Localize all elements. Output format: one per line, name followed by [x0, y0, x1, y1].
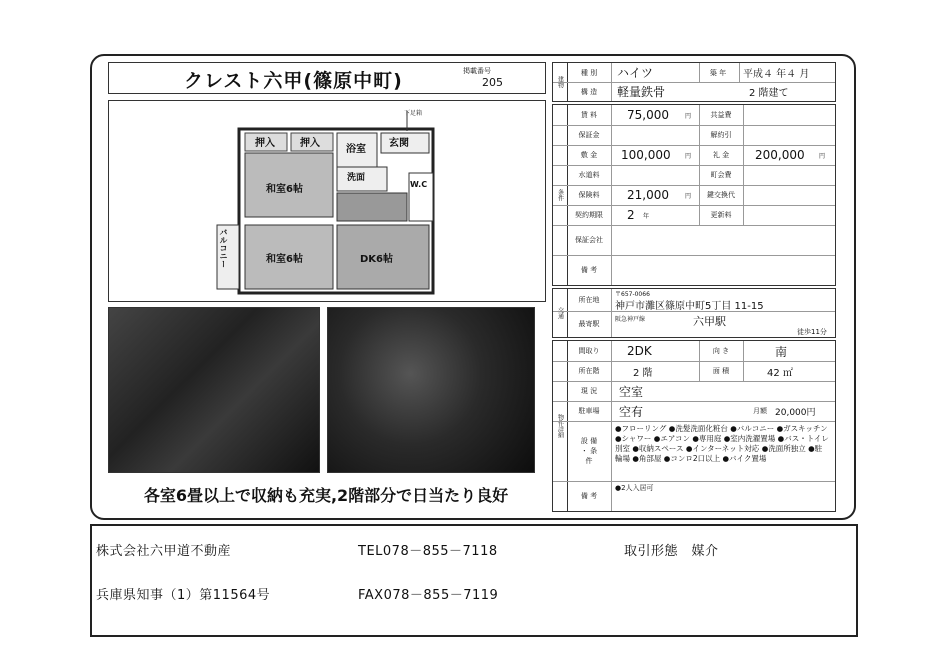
- structure-label: 構 造: [580, 87, 598, 96]
- kind-label: 種 別: [580, 68, 598, 77]
- rent-value: 75,000: [627, 108, 669, 122]
- insurance-label: 保険料: [578, 191, 600, 199]
- water-label: 水道料: [578, 171, 600, 179]
- shikikin-label: 敷 金: [580, 151, 598, 159]
- company-name: 株式会社六甲道不動産: [96, 544, 232, 559]
- detail-table: [552, 340, 836, 512]
- station-label: 最寄駅: [578, 320, 600, 328]
- room-oshiire-2: 押入: [300, 138, 320, 149]
- address-value: 神戸市灘区篠原中町5丁目 11-15: [615, 301, 764, 312]
- room-dk: DK6帖: [360, 254, 394, 265]
- side-detail: 物件詳細: [556, 414, 564, 438]
- common-label: 共益費: [710, 111, 732, 119]
- remarks-label: 備 考: [580, 266, 598, 274]
- insurance-yen: 円: [685, 192, 692, 200]
- room-washitsu-1: 和室6帖: [266, 184, 303, 195]
- walk-time: 徒歩11分: [797, 328, 827, 336]
- equipment-list: ●フローリング ●洗髪洗面化粧台 ●バルコニー ●ガスキッチン ●シャワー ●エアコン ●専用庭 ●室内洗濯置場 ●バス・トイレ別室 ●収納スペース ●インターネット対応 ●洗面所独立 ●駐輪場 ●角部屋 ●コンロ2口以上 ●バイク置場: [615, 424, 829, 463]
- insurance-value: 21,000: [627, 188, 669, 202]
- property-title: クレスト六甲(篠原中町): [184, 70, 403, 92]
- town-label: 町会費: [710, 171, 732, 179]
- room-entrance: 玄関: [389, 138, 409, 149]
- room-oshiire-1: 押入: [255, 138, 275, 149]
- built-label: 築 年: [709, 68, 727, 77]
- access-table: [552, 288, 836, 338]
- room-bath: 浴室: [346, 144, 366, 155]
- reikin-label: 礼 金: [712, 151, 730, 159]
- floors-value: 2 階建て: [749, 88, 789, 99]
- license-number: 兵庫県知事（1）第11564号: [96, 588, 271, 603]
- layout-label: 間取り: [578, 347, 600, 355]
- remarks2-value: ●2人入居可: [615, 484, 654, 492]
- room-washroom: 洗面: [347, 173, 366, 183]
- side-traffic: 交通: [556, 307, 564, 319]
- parking-value: 空有: [619, 404, 644, 419]
- status-label: 現 況: [580, 387, 598, 395]
- contract-label: 契約期限: [575, 211, 603, 219]
- deposit-label: 保証金: [578, 131, 600, 139]
- fax-number: FAX078－855－7119: [358, 588, 499, 603]
- station-value: 六甲駅: [693, 315, 726, 328]
- area-value: 42 ㎡: [767, 367, 793, 379]
- contract-unit: 年: [643, 212, 650, 220]
- reikin-value: 200,000: [755, 148, 805, 162]
- floor-value: 2 階: [633, 367, 653, 379]
- contract-value: 2: [627, 208, 635, 222]
- postal-code: 〒657-0066: [615, 291, 650, 298]
- reg-number: 205: [482, 76, 503, 89]
- layout-value: 2DK: [627, 344, 652, 358]
- structure-value: 軽量鉄骨: [617, 85, 666, 99]
- room-balcony: バルコニー: [219, 228, 228, 268]
- status-value: 空室: [619, 384, 644, 399]
- built-value: 平成４ 年４ 月: [743, 69, 810, 80]
- shikikin-yen: 円: [685, 152, 692, 160]
- rent-yen: 円: [685, 112, 692, 120]
- train-line: 阪急神戸線: [615, 316, 646, 323]
- shoe-box-label: 下足箱: [404, 110, 423, 117]
- area-label: 面 積: [712, 367, 730, 375]
- side-terms: 条件: [556, 189, 564, 201]
- equip-label: 設 備 ・ 条 件: [580, 437, 598, 465]
- rent-label: 賃 料: [580, 111, 598, 119]
- deal-type: 取引形態 媒介: [624, 544, 719, 559]
- parking-fee: 20,000円: [775, 407, 816, 418]
- terms-table: [552, 104, 836, 286]
- room-wc: W.C: [410, 180, 428, 189]
- floorplan-box: [108, 100, 546, 302]
- reg-label: 掲載番号: [463, 67, 491, 75]
- guarantor-label: 保証会社: [575, 236, 603, 244]
- reikin-yen: 円: [819, 152, 826, 160]
- remarks2-label: 備 考: [580, 492, 598, 500]
- renew-label: 更新料: [710, 211, 732, 219]
- floor-label: 所在階: [578, 367, 600, 375]
- floorplan-drawing: [109, 101, 545, 301]
- exterior-photo: [108, 307, 320, 473]
- parking-label: 駐車場: [578, 407, 600, 415]
- kind-value: ハイツ: [617, 66, 654, 80]
- catch-copy: 各室6畳以上で収納も充実,2階部分で日当たり良好: [143, 486, 509, 505]
- tel-number[interactable]: TEL078－855－7118: [358, 544, 498, 559]
- cancel-label: 解約引: [710, 131, 732, 139]
- direction-label: 向 き: [712, 347, 730, 355]
- shikikin-value: 100,000: [621, 148, 671, 162]
- address-label: 所在地: [578, 296, 600, 304]
- side-building: 建物: [556, 76, 564, 88]
- building-table: [552, 62, 836, 102]
- interior-photo: [327, 307, 535, 473]
- monthly-label: 月額: [753, 407, 767, 415]
- room-washitsu-2: 和室6帖: [266, 254, 303, 265]
- key-label: 鍵交換代: [707, 191, 735, 199]
- direction-value: 南: [775, 344, 788, 359]
